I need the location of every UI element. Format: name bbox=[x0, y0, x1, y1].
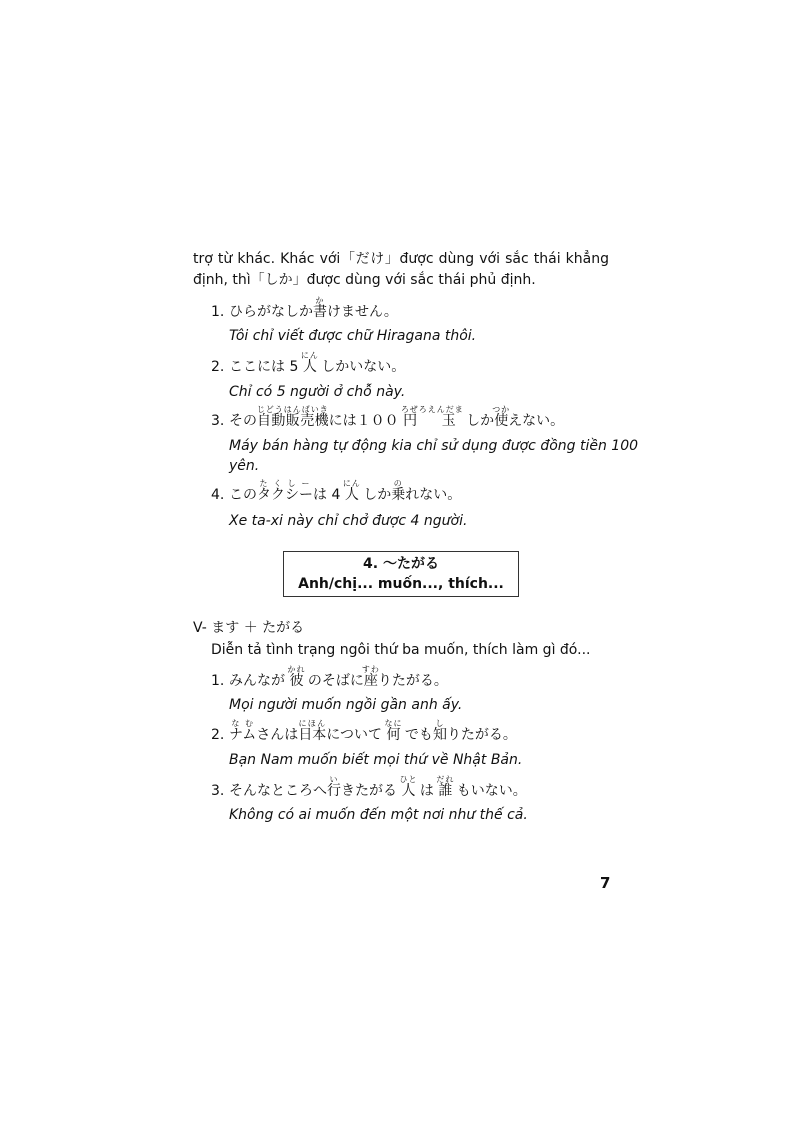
example-1-jp: 1. ひらがなしか書かけません。 bbox=[211, 296, 398, 320]
section-heading-subtitle: Anh/chị... muốn..., thích... bbox=[298, 576, 504, 592]
page-number: 7 bbox=[600, 874, 611, 892]
example-4-vi: Xe ta-xi này chỉ chở được 4 người. bbox=[229, 513, 468, 529]
example-5-jp: 1. みんなが 彼かれ のそばに座すわりたがる。 bbox=[211, 665, 448, 689]
example-4-jp: 4. このタクシーたくしーは 4 人にん しか乗のれない。 bbox=[211, 479, 462, 503]
intro-line-2: định, thì「しか」được dùng với sắc thái phủ định. bbox=[193, 272, 536, 288]
intro-line-1: trợ từ khác. Khác với「だけ」được dùng với sắc thái khẳng bbox=[193, 251, 609, 267]
example-5-vi: Mọi người muốn ngồi gần anh ấy. bbox=[229, 697, 463, 713]
ruby-word: 書か bbox=[313, 296, 327, 320]
example-3-vi-line1: Máy bán hàng tự động kia chỉ sử dụng được đồng tiền 100 bbox=[229, 438, 639, 454]
example-2-jp: 2. ここには 5 人にん しかいない。 bbox=[211, 351, 406, 375]
section-heading-box bbox=[283, 551, 519, 597]
example-7-vi: Không có ai muốn đến một nơi như thế cả. bbox=[229, 807, 528, 823]
example-3-vi-line2: yên. bbox=[229, 458, 260, 474]
grammar-description: Diễn tả tình trạng ngôi thứ ba muốn, thích làm gì đó... bbox=[211, 642, 591, 658]
example-3-jp: 3. その自動販売機じどうはんばいきには１００ 円 玉ろぜろえんだま しか使つかえない。 bbox=[211, 405, 565, 429]
example-7-jp: 3. そんなところへ行いきたがる 人ひと は 誰だれ もいない。 bbox=[211, 775, 527, 799]
example-2-vi: Chỉ có 5 người ở chỗ này. bbox=[229, 384, 406, 400]
grammar-pattern: V- ます ＋ たがる bbox=[193, 620, 305, 636]
example-6-jp: 2. ナムなむさんは日本にほんについて 何なに でも知しりたがる。 bbox=[211, 719, 517, 743]
example-6-vi: Bạn Nam muốn biết mọi thứ về Nhật Bản. bbox=[229, 752, 523, 768]
section-heading-title: 4. ～たがる bbox=[363, 556, 439, 572]
example-1-vi: Tôi chỉ viết được chữ Hiragana thôi. bbox=[229, 328, 477, 344]
